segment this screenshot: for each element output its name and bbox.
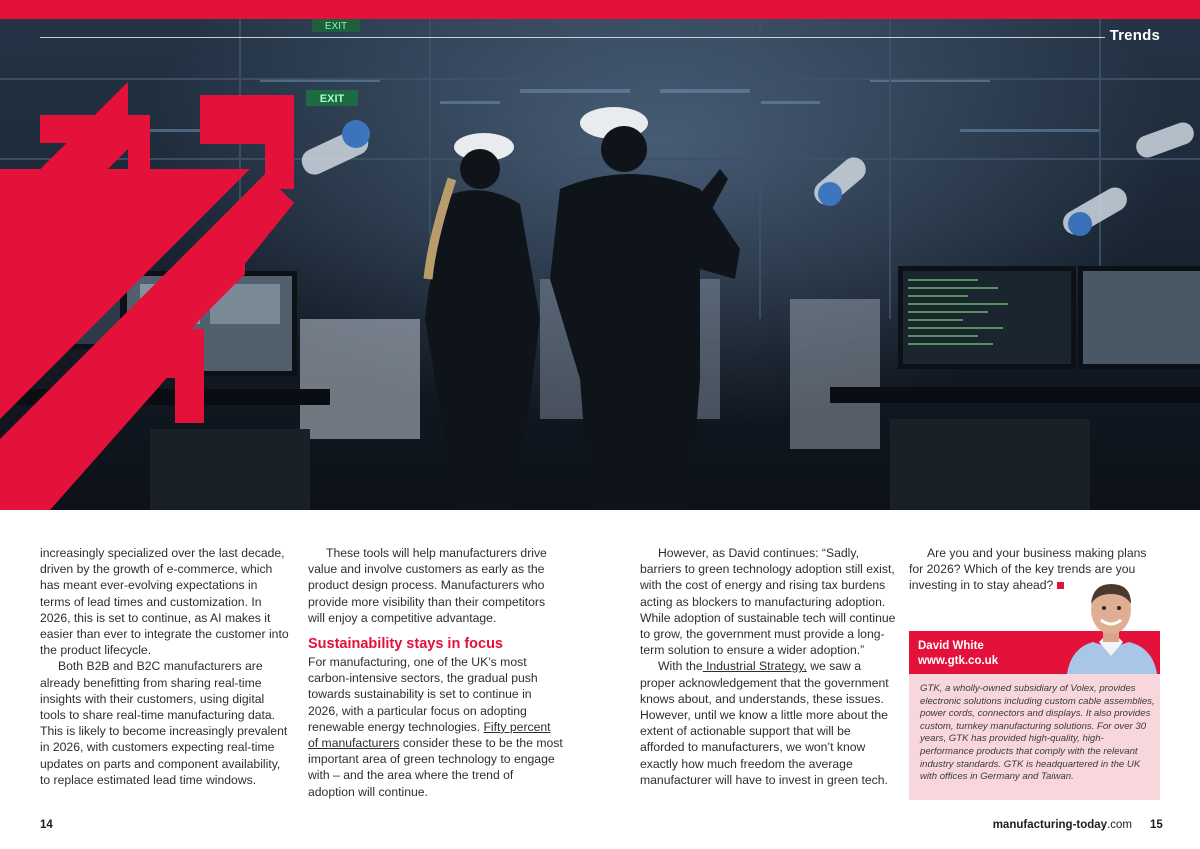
closing-question: Are you and your business making plans for 2026? Which of the key trends are you investing in to stay ahead?: [909, 546, 1147, 593]
col3-p2-end: we saw a proper acknowledgement that the government knows about, and understands, these issues. However, until we know a little more about the extent of actionable support that will be afforded to manufacturers, we won’t know exactly how much freedom the average manufacturer will have to invest in green tech.: [640, 659, 889, 787]
top-accent-bar: [0, 0, 1200, 19]
col2-p2-end: consider these to be the most important area of green technology to engage with – and the area where the trend of adoption will continue.: [308, 736, 563, 799]
col3-paragraph-1: However, as David continues: “Sadly, barriers to green technology adoption still exist, with the cost of energy and rising tax burdens acting as blockers to manufacturing adoption. While adoption of sustainable tech will continue to grow, the government must provide a long-term solution to ensure a wider adoption.”: [640, 546, 896, 658]
author-url[interactable]: www.gtk.co.uk: [918, 655, 999, 667]
author-name: David White: [918, 640, 984, 652]
col2-paragraph-1: These tools will help manufacturers drive value and involve customers as early as the product design process. Manufacturers who provide more visibility than their competitors will enjoy a competitive advantage.: [308, 546, 547, 625]
section-label: Trends: [1109, 27, 1160, 44]
col2-paragraph-2: [308, 654, 563, 800]
text-column-2: [308, 545, 563, 800]
header-rule: [40, 37, 1105, 38]
col1-paragraph-1: increasingly specialized over the last decade, driven by the growth of e-commerce, which has meant ever-evolving expectations in terms of lead times and customization. In 2026, this is set to continue, as AI makes it easier than ever to integrate the customer into the product lifecycle.: [40, 546, 289, 658]
footer-website: [993, 819, 1132, 831]
factory-scene-illustration: [0, 19, 1200, 510]
col1-paragraph-2: Both B2B and B2C manufacturers are already benefitting from sharing real-time insights with their customers, using digital tools to share real-time manufacturing data. This is likely to become increasingly prevalent in 2026, with customers expecting real-time updates on parts and component availability, to replace estimated lead time windows.: [40, 659, 288, 787]
text-column-1: [40, 545, 290, 788]
col3-p2-start: With the: [658, 659, 703, 674]
col3-paragraph-2: [640, 658, 898, 788]
industrial-strategy-link[interactable]: Industrial Strategy,: [702, 659, 807, 674]
fifty-percent-link[interactable]: Fifty percent of manufacturers: [308, 719, 551, 751]
svg-text:EXIT: EXIT: [324, 21, 348, 32]
footer-site-name: manufacturing-today: [992, 819, 1108, 831]
hero-photo: [0, 19, 1200, 510]
author-photo: [1063, 576, 1160, 674]
page-number-right: 15: [1150, 819, 1163, 831]
svg-text:EXIT: EXIT: [319, 93, 345, 105]
text-column-3: [640, 545, 898, 788]
author-bio-box: [909, 674, 1160, 800]
footer-site-tld: .com: [1107, 819, 1132, 831]
author-bio: GTK, a wholly-owned subsidiary of Volex, provides electronic solutions including custom cable assemblies, power cords, connectors and displays. It also provides custom, turnkey manufacturing solutions. For over 30 years, GTK has provided high-quality, high-performance products that comply with the relevant industry standards. GTK is headquartered in the UK with offices in Germany and Taiwan.: [920, 683, 1155, 783]
section-subheading: Sustainability stays in focus: [308, 636, 503, 653]
page-number-left: 14: [40, 819, 53, 831]
col2-p2-start: For manufacturing, one of the UK’s most carbon-intensive sectors, the gradual push towards sustainability is set to continue in 2026, with a particular focus on adopting renewable energy technologies.: [308, 655, 538, 734]
